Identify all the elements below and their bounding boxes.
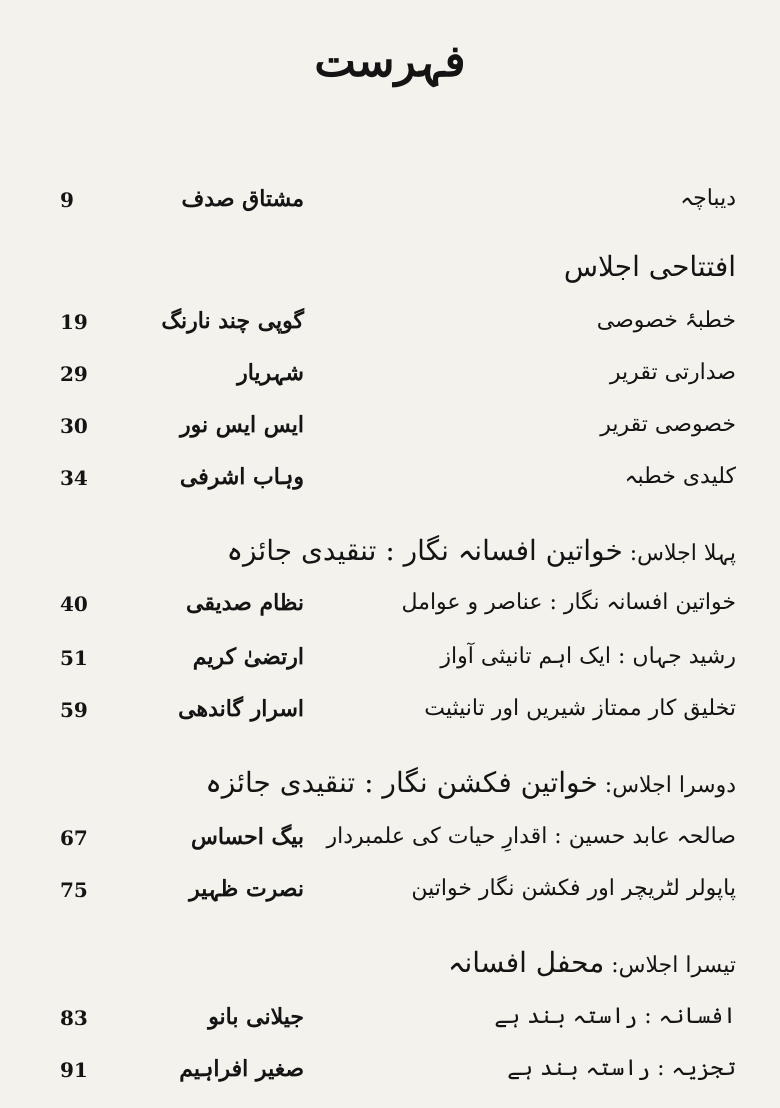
toc-entry[interactable] <box>0 360 780 400</box>
entry-page-number: 51 <box>60 646 88 670</box>
toc-entry[interactable] <box>0 644 780 684</box>
toc-entry[interactable] <box>0 412 780 452</box>
entry-page-number: 29 <box>60 362 88 386</box>
entry-author: صغیر افراہیم <box>179 1056 304 1082</box>
entry-author: بیگ احساس <box>190 824 304 850</box>
session-label: پہلا اجلاس: <box>629 541 736 566</box>
entry-title: خصوصی تقریر <box>600 412 736 437</box>
session-topic: محفل افسانہ <box>448 946 605 979</box>
entry-author: نظام صدیقی <box>186 590 304 616</box>
entry-title: کلیدی خطبہ <box>624 464 736 489</box>
session-topic: خواتین فکشن نگار : تنقیدی جائزہ <box>205 766 598 799</box>
entry-page-number: 75 <box>60 878 88 902</box>
entry-author: شہریار <box>237 360 304 386</box>
section-heading-opening <box>0 250 780 290</box>
entry-title: خواتین افسانہ نگار : عناصر و عوامل <box>401 590 736 615</box>
entry-page-number: 30 <box>60 414 88 438</box>
entry-page-number: 91 <box>60 1058 88 1082</box>
section-heading-session-1 <box>0 534 780 574</box>
toc-entry-preface[interactable] <box>0 186 780 226</box>
entry-page-number: 83 <box>60 1006 88 1030</box>
entry-title: پاپولر لٹریچر اور فکشن نگار خواتین <box>411 876 736 901</box>
session-label: دوسرا اجلاس: <box>604 773 736 798</box>
entry-title: تجزیہ : راستہ بند ہے <box>507 1056 736 1081</box>
session-label: تیسرا اجلاس: <box>611 953 736 978</box>
entry-title: صالحہ عابد حسین : اقدارِ حیات کی علمبردار <box>326 824 736 849</box>
entry-page-number: 40 <box>60 592 88 616</box>
entry-page-number: 67 <box>60 826 88 850</box>
entry-author: وہاب اشرفی <box>179 464 304 490</box>
entry-page-number: 34 <box>60 466 88 490</box>
entry-title: دیباچہ <box>680 186 736 211</box>
entry-page-number: 19 <box>60 310 88 334</box>
toc-entry[interactable] <box>0 696 780 736</box>
opening-heading: افتتاحی اجلاس <box>563 250 736 283</box>
entry-title: رشید جہاں : ایک اہم تانیثی آواز <box>440 644 736 669</box>
entry-author: نصرت ظہیر <box>189 876 304 902</box>
entry-author: جیلانی بانو <box>208 1004 304 1030</box>
toc-entry[interactable] <box>0 824 780 864</box>
entry-title: افسانہ : راستہ بند ہے <box>494 1004 736 1029</box>
section-heading-session-3 <box>0 946 780 986</box>
toc-entry[interactable] <box>0 1056 780 1096</box>
toc-entry[interactable] <box>0 1004 780 1044</box>
session-topic: خواتین افسانہ نگار : تنقیدی جائزہ <box>226 534 623 567</box>
entry-author: ایس ایس نور <box>180 412 304 438</box>
page-title: فہرست <box>314 36 466 87</box>
entry-page-number: 9 <box>60 188 74 212</box>
entry-page-number: 59 <box>60 698 88 722</box>
entry-title: خطبۂ خصوصی <box>596 308 736 333</box>
entry-title: تخلیق کار ممتاز شیریں اور تانیثیت <box>424 696 736 721</box>
entry-author: اسرار گاندھی <box>178 696 304 722</box>
entry-author: ارتضیٰ کریم <box>192 644 304 670</box>
toc-entry[interactable] <box>0 308 780 348</box>
entry-author: مشتاق صدف <box>181 186 304 212</box>
toc-entry[interactable] <box>0 876 780 916</box>
section-heading-session-2 <box>0 766 780 806</box>
toc-entry[interactable] <box>0 590 780 630</box>
entry-author: گوپی چند نارنگ <box>161 308 304 334</box>
entry-title: صدارتی تقریر <box>609 360 736 385</box>
toc-entry[interactable] <box>0 464 780 504</box>
